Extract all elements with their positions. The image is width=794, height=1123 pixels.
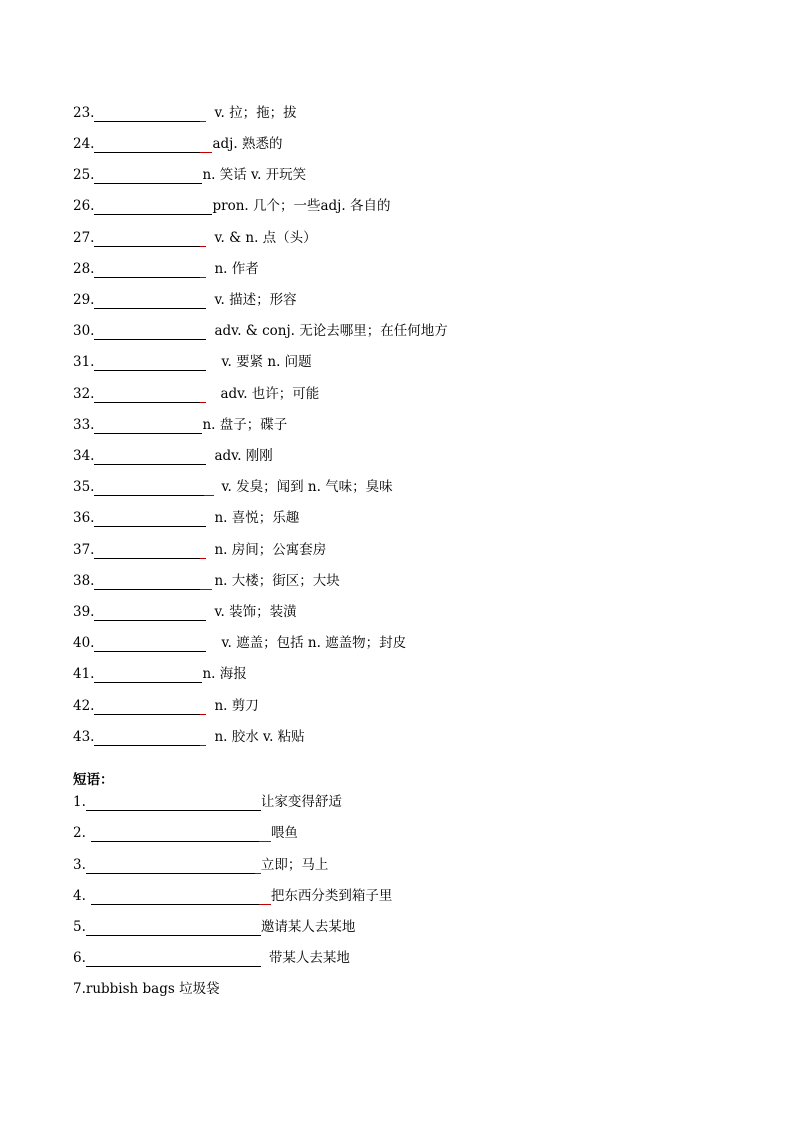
phrase-line	[73, 856, 328, 874]
item-number: 23.	[73, 105, 95, 121]
definition: v. & n. 点（头）	[214, 230, 317, 246]
answer-blank[interactable]	[86, 952, 261, 967]
definition: pron. 几个；一些adj. 各自的	[212, 198, 391, 214]
definition: n. 作者	[214, 261, 259, 277]
vocab-line	[73, 697, 259, 715]
item-number: 5.	[73, 919, 86, 935]
item-number: 33.	[73, 417, 95, 433]
vocab-line	[73, 135, 282, 153]
phrase-line	[73, 918, 355, 936]
item-number: 32.	[73, 386, 95, 402]
definition: n. 喜悦；乐趣	[214, 510, 300, 526]
definition: n. 胶水 v. 粘贴	[214, 729, 305, 745]
definition: n. 剪刀	[214, 698, 259, 714]
item-number: 4.	[73, 888, 86, 904]
definition: v. 拉；拖；拔	[214, 105, 297, 121]
answer-blank[interactable]	[86, 921, 261, 936]
answer-blank[interactable]	[86, 796, 261, 811]
answer-blank[interactable]	[94, 512, 206, 527]
vocab-line	[73, 447, 273, 465]
item-number: 26.	[73, 198, 95, 214]
item-number: 37.	[73, 542, 95, 558]
definition: n. 笑话 v. 开玩笑	[202, 167, 307, 183]
definition: n. 盘子；碟子	[202, 417, 288, 433]
item-number: 28.	[73, 261, 95, 277]
answer-blank[interactable]	[91, 827, 271, 842]
answer-blank[interactable]	[94, 481, 214, 496]
vocab-line	[73, 197, 390, 215]
item-number: 34.	[73, 448, 95, 464]
answer-blank[interactable]	[94, 731, 206, 746]
answer-blank[interactable]	[94, 107, 206, 122]
item-number: 36.	[73, 510, 95, 526]
definition: v. 发臭；闻到 n. 气味；臭味	[221, 479, 393, 495]
vocab-line	[73, 634, 406, 652]
answer-blank[interactable]	[94, 356, 206, 371]
item-number: 3.	[73, 857, 86, 873]
answer-blank[interactable]	[94, 232, 206, 247]
definition: v. 描述；形容	[214, 292, 297, 308]
definition: 带某人去某地	[268, 950, 350, 966]
vocab-line	[73, 509, 299, 527]
item-number: 2.	[73, 825, 86, 841]
answer-blank[interactable]	[94, 138, 212, 153]
item-number: 38.	[73, 573, 95, 589]
vocab-line	[73, 291, 297, 309]
definition: adj. 熟悉的	[212, 136, 283, 152]
item-number: 35.	[73, 479, 95, 495]
item-number: 1.	[73, 794, 86, 810]
vocab-line	[73, 478, 393, 496]
answer-blank[interactable]	[94, 419, 202, 434]
answer-blank[interactable]	[94, 606, 206, 621]
answer-blank[interactable]	[94, 575, 212, 590]
definition: 7.rubbish bags 垃圾袋	[73, 981, 220, 997]
item-number: 43.	[73, 729, 95, 745]
definition: 让家变得舒适	[260, 794, 342, 810]
item-number: 6.	[73, 950, 86, 966]
answer-blank[interactable]	[94, 263, 206, 278]
answer-blank[interactable]	[94, 388, 206, 403]
vocab-line	[73, 572, 340, 590]
item-number: 41.	[73, 666, 95, 682]
vocab-line	[73, 260, 259, 278]
definition: 邀请某人去某地	[260, 919, 356, 935]
vocab-line	[73, 665, 247, 683]
item-number: 29.	[73, 292, 95, 308]
definition: v. 要紧 n. 问题	[221, 354, 312, 370]
definition: n. 海报	[202, 666, 247, 682]
definition: 喂鱼	[270, 825, 298, 841]
phrase-line	[73, 980, 220, 998]
item-number: 27.	[73, 230, 95, 246]
phrase-line	[73, 887, 392, 905]
answer-blank[interactable]	[91, 890, 271, 905]
phrases-heading: 短语：	[73, 772, 114, 788]
vocab-line	[73, 416, 287, 434]
definition: adv. 也许；可能	[220, 386, 320, 402]
item-number: 30.	[73, 323, 95, 339]
vocab-line	[73, 728, 305, 746]
phrase-line	[73, 793, 342, 811]
vocab-line	[73, 104, 297, 122]
definition: 把东西分类到箱子里	[270, 888, 393, 904]
definition: v. 装饰；装潢	[214, 604, 297, 620]
item-number: 40.	[73, 635, 95, 651]
vocab-line	[73, 385, 319, 403]
phrase-line	[73, 949, 350, 967]
definition: 立即；马上	[260, 857, 329, 873]
item-number: 25.	[73, 167, 95, 183]
answer-blank[interactable]	[94, 325, 206, 340]
item-number: 31.	[73, 354, 95, 370]
answer-blank[interactable]	[94, 544, 206, 559]
definition: adv. 刚刚	[214, 448, 273, 464]
vocab-line	[73, 166, 306, 184]
definition: n. 房间；公寓套房	[214, 542, 327, 558]
item-number: 39.	[73, 604, 95, 620]
vocab-line	[73, 322, 448, 340]
vocab-line	[73, 603, 297, 621]
item-number: 24.	[73, 136, 95, 152]
item-number: 42.	[73, 698, 95, 714]
vocab-line	[73, 229, 317, 247]
definition: v. 遮盖；包括 n. 遮盖物；封皮	[221, 635, 407, 651]
answer-blank[interactable]	[94, 668, 202, 683]
answer-blank[interactable]	[94, 700, 206, 715]
answer-blank[interactable]	[86, 859, 261, 874]
answer-blank[interactable]	[94, 200, 212, 215]
vocab-line	[73, 353, 312, 371]
vocab-line	[73, 541, 326, 559]
answer-blank[interactable]	[94, 637, 206, 652]
answer-blank[interactable]	[94, 169, 202, 184]
answer-blank[interactable]	[94, 450, 206, 465]
definition: n. 大楼；街区；大块	[214, 573, 340, 589]
answer-blank[interactable]	[94, 294, 206, 309]
definition: adv. & conj. 无论去哪里；在任何地方	[214, 323, 448, 339]
phrase-line	[73, 824, 298, 842]
